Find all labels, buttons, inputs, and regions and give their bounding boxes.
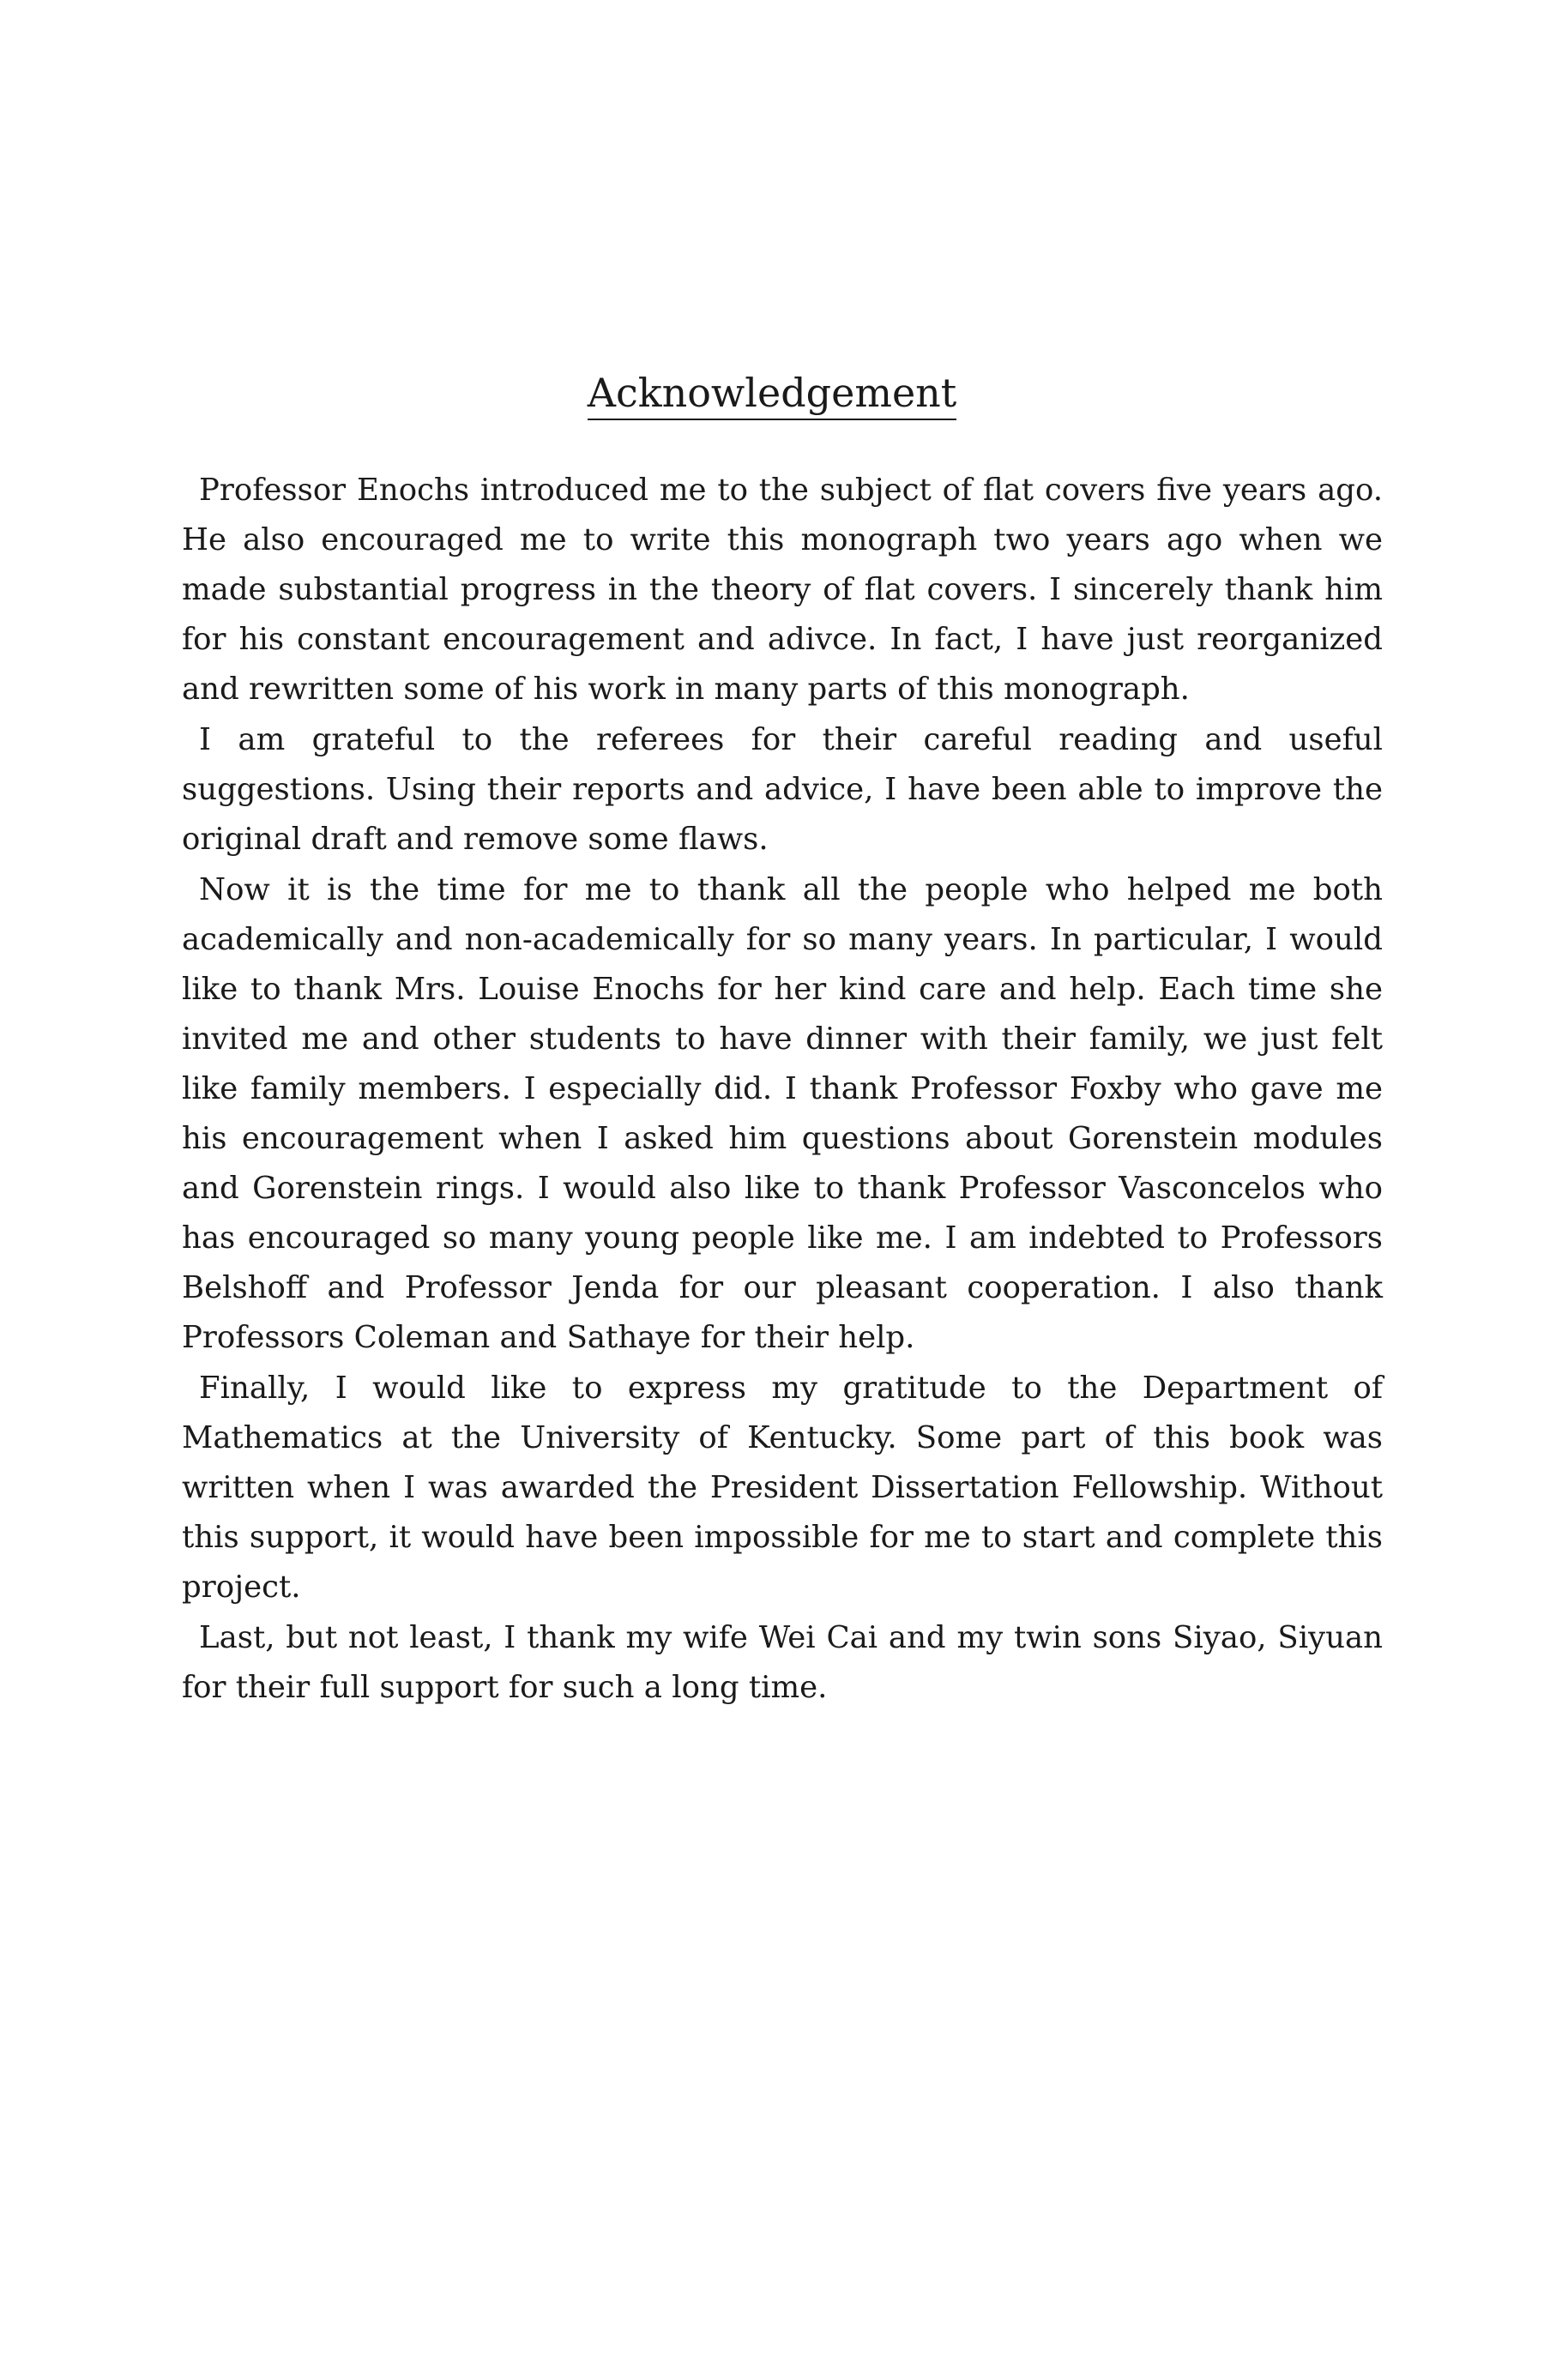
paragraph-3: Now it is the time for me to thank all the people who helped me both academically and non-academically for so many years. In particular, I would like to thank Mrs. Louise Enochs for her kind care and help. Each time she invited me and other students to have dinner with their family, we just felt like family members. I especially did. I thank Professor Foxby who gave me his encouragement when I asked him questions about Gorenstein modules and Gorenstein rings. I would also like to thank Professor Vasconcelos who has encouraged so many young people like me. I am indebted to Professors Belshoff and Professor Jenda for our pleasant cooperation. I also thank Professors Coleman and Sathaye for their help. [182,872,1383,1355]
paragraph-1: Professor Enochs introduced me to the subject of flat covers five years ago. He also encouraged me to write this monograph two years ago when we made substantial progress in the theory of flat covers. I sincerely thank him for his constant encouragement and adivce. In fact, I have just reorganized and rewritten some of his work in many parts of this monograph. [182,473,1383,707]
paragraph-2: I am grateful to the referees for their careful reading and useful suggestions. Using their reports and advice, I have been able to improve the original draft and remove some flaws. [182,722,1383,857]
paragraph-5: Last, but not least, I thank my wife Wei Cai and my twin sons Siyao, Siyuan for their full support for such a long time. [182,1620,1383,1705]
page-title [0,367,1544,420]
title-text: Acknowledgement [588,369,957,420]
acknowledgement-body [182,466,1383,1714]
paragraph-4: Finally, I would like to express my gratitude to the Department of Mathematics at the University of Kentucky. Some part of this book was written when I was awarded the President Dissertation Fellowship. Without this support, it would have been impossible for me to start and complete this project. [182,1371,1383,1605]
